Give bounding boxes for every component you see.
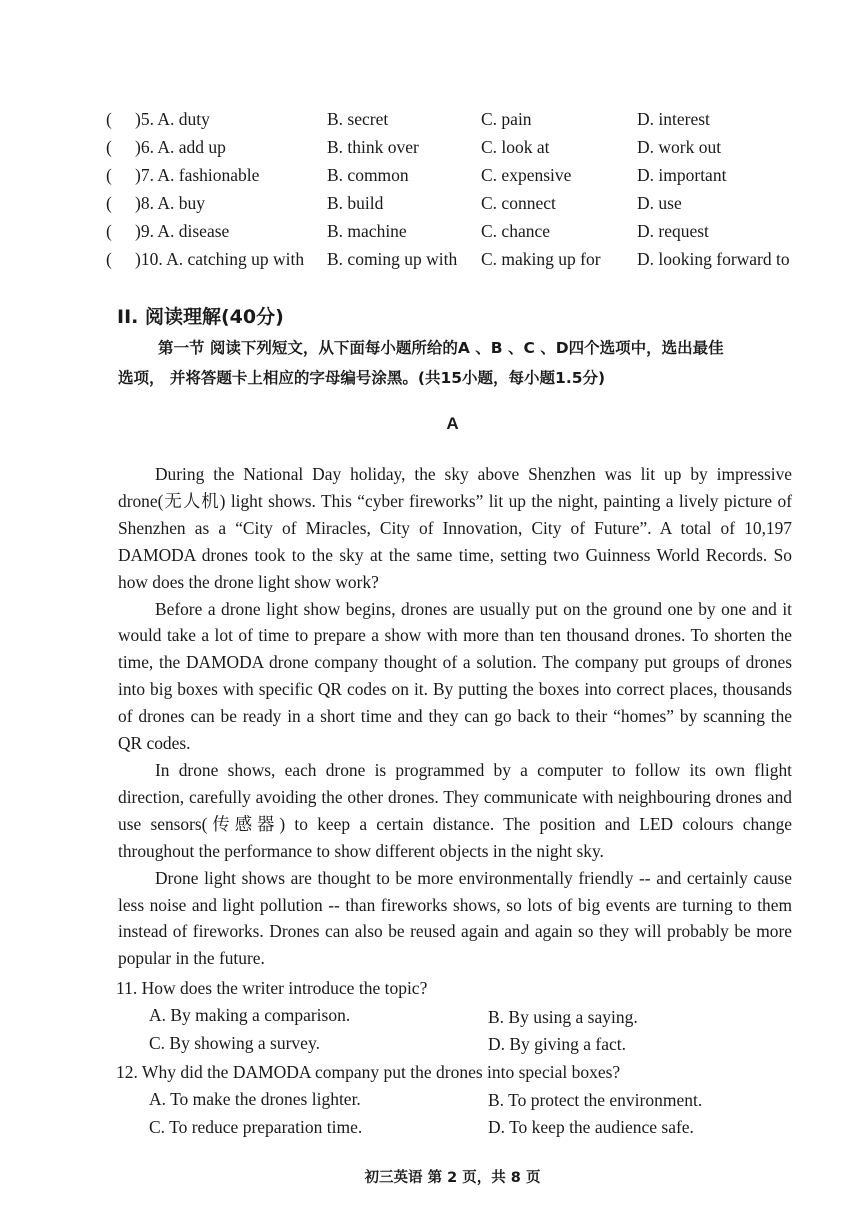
answer-blank[interactable]: ( bbox=[106, 137, 112, 157]
answer-blank[interactable]: ( bbox=[106, 193, 112, 213]
question-12-stem: 12. Why did the DAMODA company put the drones into special boxes? bbox=[116, 1062, 621, 1082]
option-a: )10. A. catching up with bbox=[135, 249, 305, 269]
answer-blank[interactable]: ( bbox=[106, 249, 112, 269]
question-12-option-c[interactable]: C. To reduce preparation time. bbox=[149, 1117, 363, 1137]
section-instructions bbox=[118, 333, 778, 393]
instruction-line-2: 选项， 并将答题卡上相应的字母编号涂黑。(共15小题，每小题1.5分) bbox=[118, 369, 606, 387]
answer-blank[interactable]: ( bbox=[106, 109, 112, 129]
option-d: D. interest bbox=[637, 109, 710, 129]
question-11-option-d[interactable]: D. By giving a fact. bbox=[488, 1034, 627, 1054]
option-c: C. making up for bbox=[481, 249, 601, 269]
option-c: C. chance bbox=[481, 221, 550, 241]
option-a: )8. A. buy bbox=[135, 193, 205, 213]
option-d: D. looking forward to bbox=[637, 249, 790, 269]
cloze-option-row-9 bbox=[0, 221, 867, 249]
cloze-option-row-7 bbox=[0, 165, 867, 193]
passage-paragraph-4: Drone light shows are thought to be more environmentally friendly -- and certainly cause less noise and light pollution -- than fireworks shows, so lots of big events are turning to them instead of fireworks. Drones can also be reused again and again so they will probably be more popular in the future. bbox=[118, 867, 792, 969]
option-b: B. common bbox=[327, 165, 409, 185]
passage-paragraph-3: In drone shows, each drone is programmed by a computer to follow its own flight direction, carefully avoiding the other drones. They communicate with neighbouring drones and use sensors(传感器) to keep a certain distance. The position and LED colours change throughout the performance to show different objects in the night sky. bbox=[118, 759, 792, 861]
page-footer: 初三英语 第 2 页，共 8 页 bbox=[364, 1170, 541, 1186]
option-c: C. expensive bbox=[481, 165, 572, 185]
passage-letter: A bbox=[446, 414, 459, 433]
option-b: B. machine bbox=[327, 221, 407, 241]
option-b: B. build bbox=[327, 193, 384, 213]
option-b: B. coming up with bbox=[327, 249, 458, 269]
question-12-option-b[interactable]: B. To protect the environment. bbox=[488, 1090, 703, 1110]
cloze-option-row-5 bbox=[0, 109, 867, 137]
option-c: C. pain bbox=[481, 109, 532, 129]
option-b: B. secret bbox=[327, 109, 389, 129]
passage-paragraph-2: Before a drone light show begins, drones are usually put on the ground one by one and it would take a lot of time to prepare a show with more than ten thousand drones. To shorten the time, the DAMODA drone company thought of a solution. The company put groups of drones into big boxes with specific QR codes on it. By putting the boxes into correct places, thousands of drones can be ready in a short time and they can go back to their “homes” by scanning the QR codes. bbox=[118, 598, 792, 754]
cloze-option-row-10 bbox=[0, 249, 867, 277]
question-12-option-d[interactable]: D. To keep the audience safe. bbox=[488, 1117, 694, 1137]
option-a: )9. A. disease bbox=[135, 221, 230, 241]
cloze-option-row-6 bbox=[0, 137, 867, 165]
option-b: B. think over bbox=[327, 137, 419, 157]
question-11-stem: 11. How does the writer introduce the topic? bbox=[116, 978, 428, 998]
section-title: II. 阅读理解(40分) bbox=[117, 306, 284, 328]
option-d: D. request bbox=[637, 221, 709, 241]
option-d: D. important bbox=[637, 165, 727, 185]
option-c: C. look at bbox=[481, 137, 550, 157]
option-a: )6. A. add up bbox=[135, 137, 226, 157]
option-c: C. connect bbox=[481, 193, 556, 213]
question-11-option-b[interactable]: B. By using a saying. bbox=[488, 1007, 638, 1027]
answer-blank[interactable]: ( bbox=[106, 221, 112, 241]
question-11-option-c[interactable]: C. By showing a survey. bbox=[149, 1033, 320, 1053]
passage-paragraph-1: During the National Day holiday, the sky above Shenzhen was lit up by impressive drone(无人机) light shows. This “cyber fireworks” lit up the night, painting a lively picture of Shenzhen as a “City of Miracles, City of Innovation, City of Future”. A total of 10,197 DAMODA drones took to the sky at the same time, setting two Guinness World Records. So how does the drone light show work? bbox=[118, 464, 792, 592]
answer-blank[interactable]: ( bbox=[106, 165, 112, 185]
reading-passage bbox=[118, 461, 792, 972]
instruction-line-1: 第一节 阅读下列短文，从下面每小题所给的A 、B 、C 、D四个选项中，选出最佳 bbox=[158, 339, 724, 357]
option-d: D. use bbox=[637, 193, 682, 213]
cloze-option-row-8 bbox=[0, 193, 867, 221]
question-11-option-a[interactable]: A. By making a comparison. bbox=[149, 1005, 351, 1025]
option-a: )7. A. fashionable bbox=[135, 165, 260, 185]
option-d: D. work out bbox=[637, 137, 722, 157]
question-12-option-a[interactable]: A. To make the drones lighter. bbox=[149, 1089, 361, 1109]
option-a: )5. A. duty bbox=[135, 109, 210, 129]
